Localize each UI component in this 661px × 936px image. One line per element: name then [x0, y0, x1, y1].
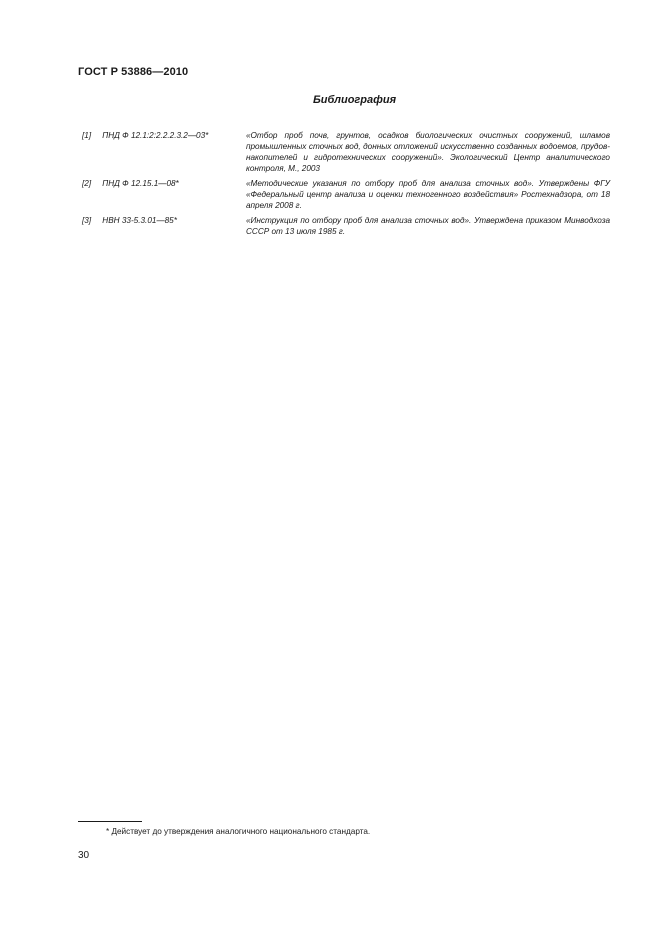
bibliography-entry [82, 178, 610, 211]
footnote-divider [78, 821, 142, 822]
entry-description: «Отбор проб почв, грунтов, осадков биологических очистных сооружений, шламов промышленных сточных вод, донных отложений искусственно созданных водоемов, прудов-накопителей и гидротехнических сооружений». Экологический Центр аналитического контроля, М., 2003 [246, 131, 610, 173]
document-code-header: ГОСТ Р 53886—2010 [78, 66, 189, 78]
bibliography-entry [82, 215, 610, 237]
entry-code: ПНД Ф 12.1:2:2.2.2.3.2—03* [102, 131, 209, 140]
entry-code: ПНД Ф 12.15.1—08* [102, 179, 179, 188]
footnote-text: * Действует до утверждения аналогичного национального стандарта. [106, 827, 371, 836]
entry-description: «Инструкция по отбору проб для анализа сточных вод». Утверждена приказом Минводхоза СССР от 13 июля 1985 г. [246, 216, 610, 236]
bibliography-entry [82, 130, 610, 174]
entry-code: НВН 33-5.3.01—85* [102, 216, 177, 225]
entry-reference [82, 130, 246, 174]
entry-reference [82, 215, 246, 237]
entry-description: «Методические указания по отбору проб для анализа сточных вод». Утверждены ФГУ «Федеральный центр анализа и оценки техногенного воздействия» Ростехнадзора, от 18 апреля 2008 г. [246, 179, 610, 210]
page-number: 30 [78, 850, 90, 861]
entry-number: [1] [82, 131, 92, 140]
entry-number: [2] [82, 179, 92, 188]
entry-number: [3] [82, 216, 92, 225]
entry-reference [82, 178, 246, 211]
bibliography-list [82, 130, 610, 241]
bibliography-title: Библиография [312, 94, 397, 106]
